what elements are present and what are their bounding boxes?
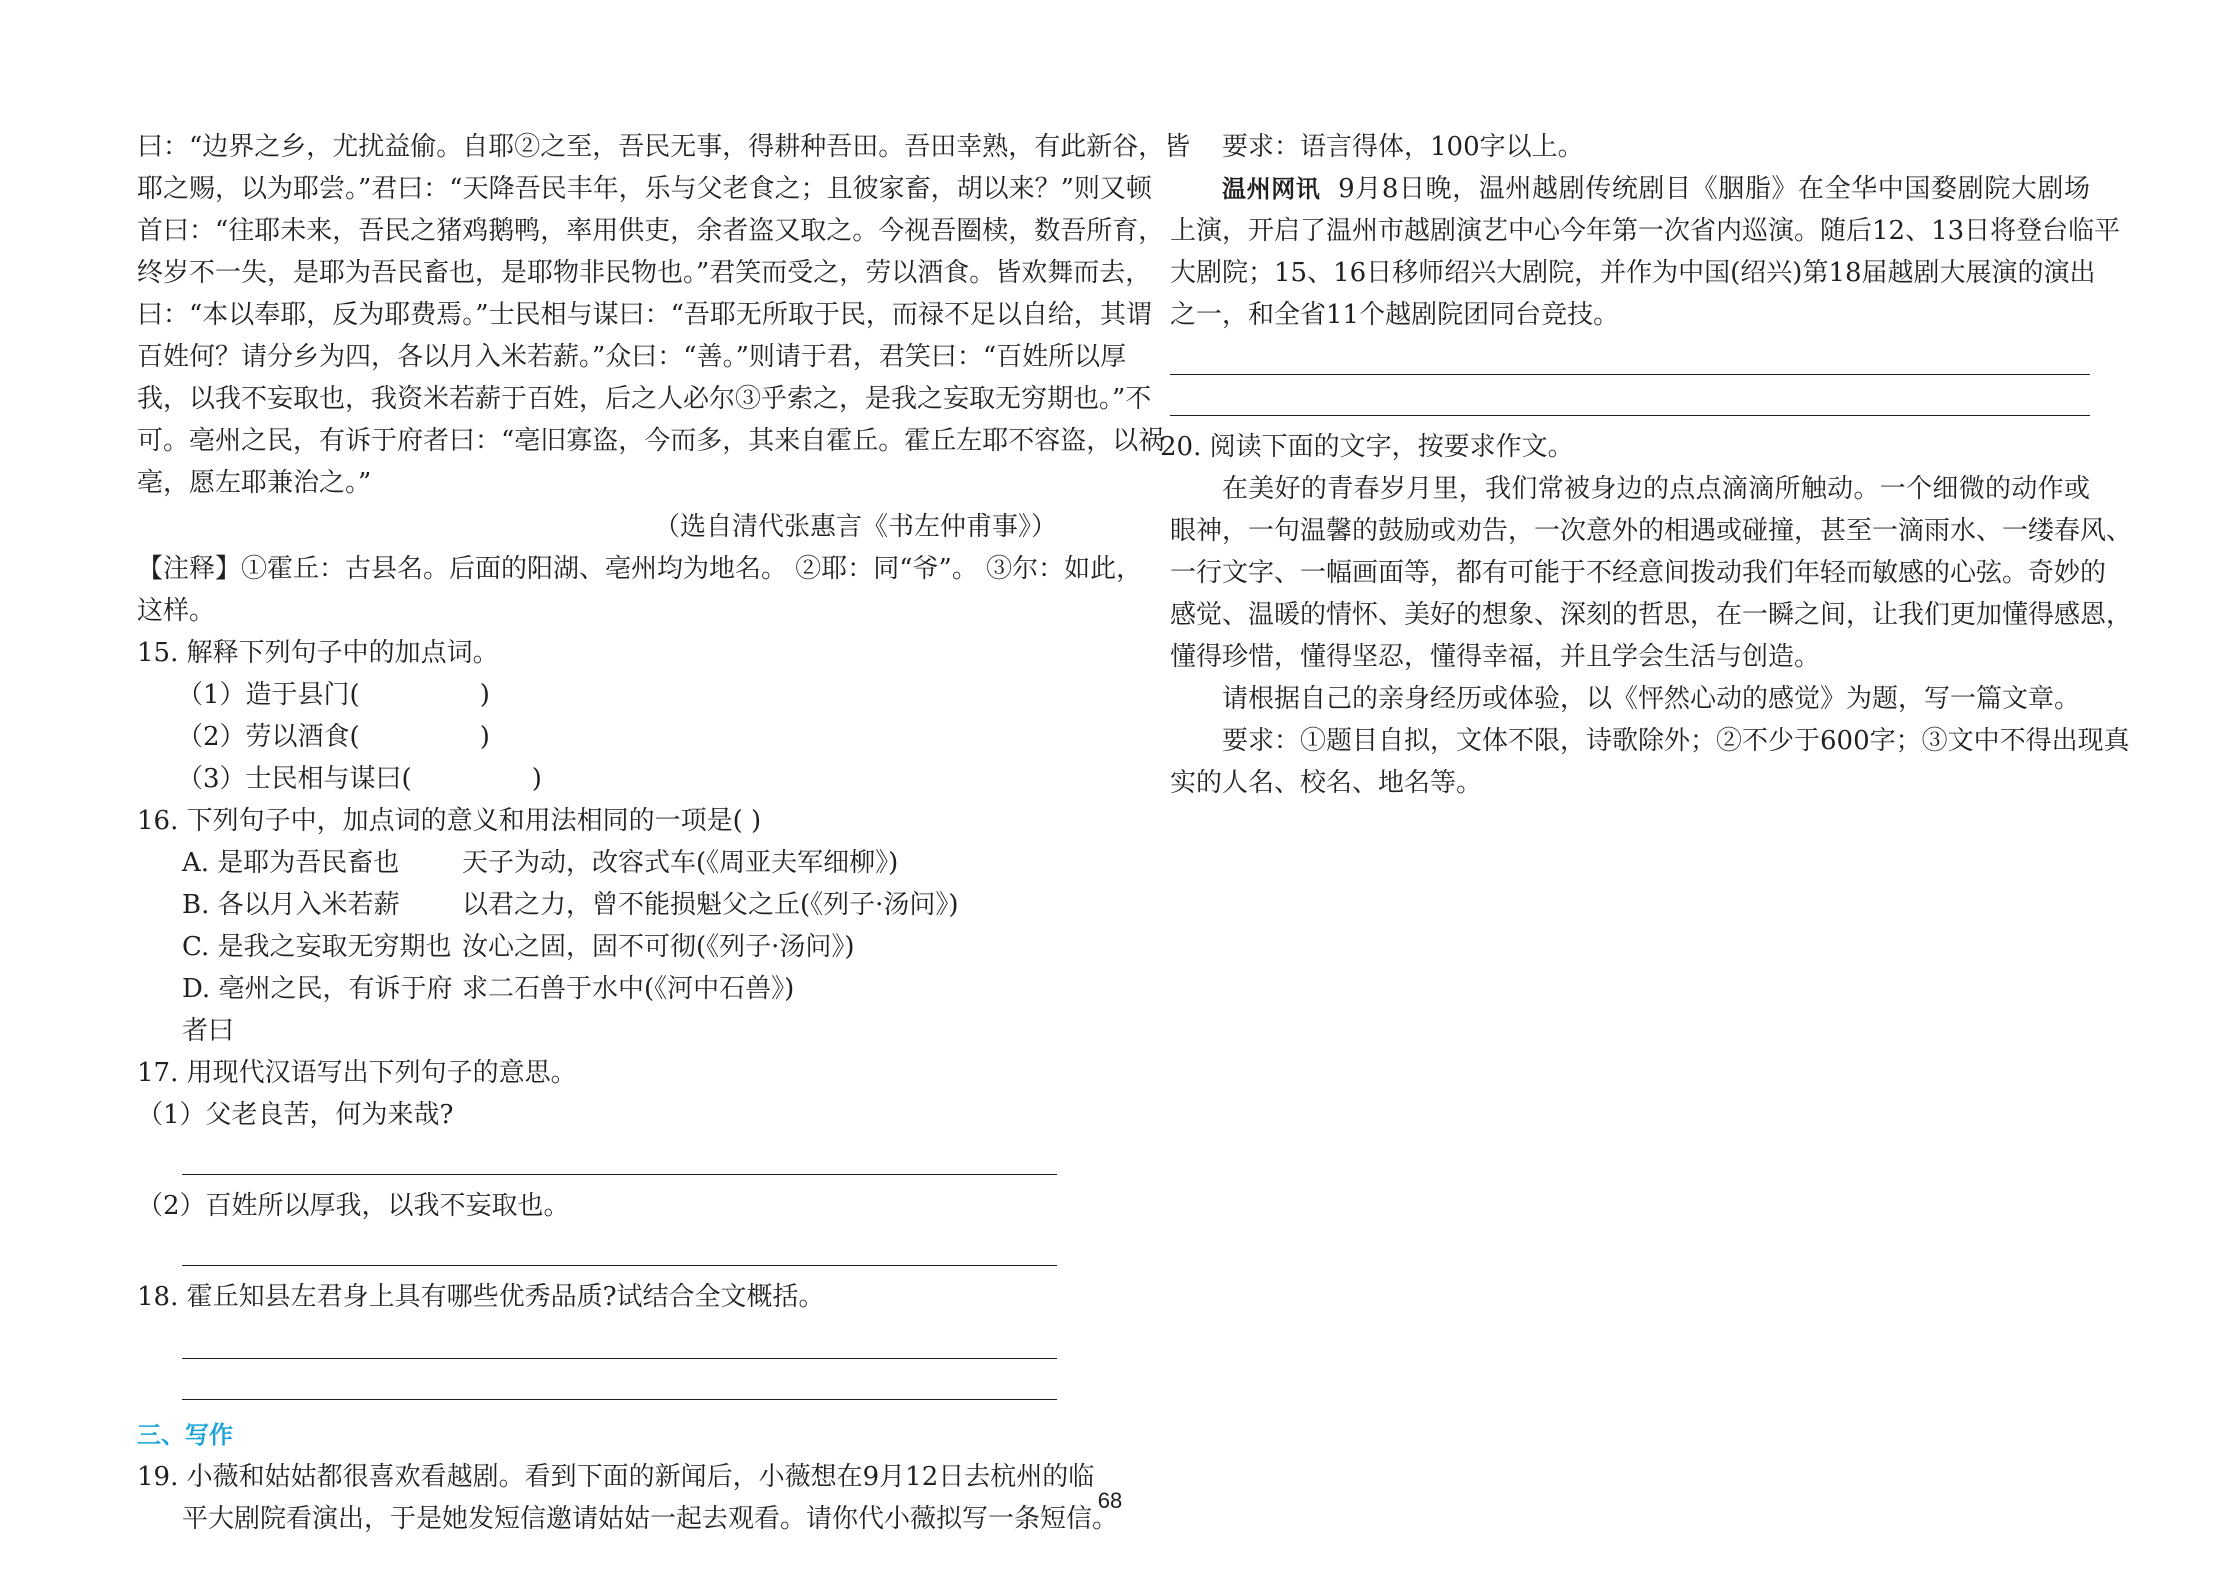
question-16	[137, 800, 1057, 1052]
q16-option-c[interactable]	[137, 926, 1057, 968]
question-17	[137, 1052, 1057, 1266]
q20-requirement: 实的人名、校名、地名等。	[1170, 768, 1483, 798]
option-text: D. 亳州之民，有诉于府者曰	[182, 974, 453, 1046]
q15-item-text: （2）劳以酒食(	[177, 722, 360, 752]
passage-line: 曰：“本以奉耶，反为耶费焉。”士民相与谋曰：“吾耶无所取于民，而禄不足以自给，其谓	[137, 300, 1152, 330]
q15-item	[137, 716, 1057, 758]
news-line: 之一，和全省11个越剧院团同台竞技。	[1170, 300, 1620, 330]
question-stem: 18. 霍丘知县左君身上具有哪些优秀品质?试结合全文概括。	[137, 1282, 825, 1312]
passage-line: 我，以我不妄取也，我资米若薪于百姓，后之人必尔③乎索之，是我之妄取无穷期也。”不	[137, 384, 1152, 414]
q19-requirement: 要求：语言得体，100字以上。	[1222, 132, 1584, 162]
answer-line[interactable]	[182, 1399, 1057, 1400]
spacer	[137, 1359, 1057, 1399]
option-text: A. 是耶为吾民畜也	[182, 848, 400, 878]
spacer	[137, 1318, 1057, 1358]
passage-line: 终岁不一失，是耶为吾民畜也，是耶物非民物也。”君笑而受之，劳以酒食。皆欢舞而去，	[137, 258, 1152, 288]
q19-line: 平大剧院看演出，于是她发短信邀请姑姑一起去观看。请你代小薇拟写一条短信。	[182, 1504, 1119, 1534]
q20-requirement: 要求：①题目自拟，文体不限，诗歌除外；②不少于600字；③文中不得出现真	[1222, 726, 2130, 756]
note-line: 【注释】①霍丘：古县名。后面的阳湖、亳州均为地名。 ②耶：同“爷”。 ③尔：如此，	[137, 554, 1143, 584]
essay-line: 感觉、温暖的情怀、美好的想象、深刻的哲思，在一瞬之间，让我们更加懂得感恩，	[1170, 600, 2133, 630]
paren-close: )	[479, 680, 490, 710]
q15-item-text: （1）造于县门(	[177, 680, 360, 710]
q15-item	[137, 674, 1057, 716]
question-stem: 16. 下列句子中，加点词的意义和用法相同的一项是( )	[137, 806, 762, 836]
option-text: C. 是我之妄取无穷期也	[182, 932, 452, 962]
news-text: 9月8日晚，温州越剧传统剧目《胭脂》在全华中国婺剧院大剧场	[1338, 174, 2091, 204]
answer-line[interactable]	[182, 1174, 1057, 1175]
passage-line: 首曰：“往耶未来，吾民之猪鸡鹅鸭，率用供吏，余者盗又取之。今视吾圈椟，数吾所育，	[137, 216, 1165, 246]
passage-source: （选自清代张惠言《书左仲甫事》）	[653, 512, 1057, 542]
news-line	[1170, 168, 2090, 210]
q16-option-b[interactable]	[137, 884, 1057, 926]
question-20	[1160, 426, 2133, 804]
q17-sentence-2: （2）百姓所以厚我，以我不妄取也。	[137, 1191, 570, 1221]
spacer	[137, 1136, 1057, 1174]
q16-option-a[interactable]	[137, 842, 1057, 884]
spacer	[137, 1227, 1057, 1265]
essay-task: 请根据自己的亲身经历或体验，以《怦然心动的感觉》为题，写一篇文章。	[1222, 684, 2081, 714]
question-15	[137, 632, 1057, 800]
answer-line[interactable]	[1170, 415, 2090, 416]
option-compare: 求二石兽于水中(《河中石兽》)	[462, 974, 795, 1004]
news-line: 上演，开启了温州市越剧演艺中心今年第一次省内巡演。随后12、13日将登台临平	[1170, 216, 2121, 246]
news-line: 大剧院；15、16日移师绍兴大剧院，并作为中国(绍兴)第18届越剧大展演的演出	[1170, 258, 2096, 288]
q15-item	[137, 758, 1057, 800]
annotation-note	[137, 548, 1143, 632]
essay-line: 一行文字、一幅画面等，都有可能于不经意间拨动我们年轻而敏感的心弦。奇妙的	[1170, 558, 2107, 588]
essay-line: 在美好的青春岁月里，我们常被身边的点点滴滴所触动。一个细微的动作或	[1222, 474, 2090, 504]
essay-line: 眼神，一句温馨的鼓励或劝告，一次意外的相遇或碰撞，甚至一滴雨水、一缕春风、	[1170, 516, 2133, 546]
passage-line: 耶之赐，以为耶尝。”君曰：“天降吾民丰年，乐与父老食之；且彼家畜，胡以来？”则又顿	[137, 174, 1152, 204]
q17-sentence-1: （1）父老良苦，何为来哉?	[137, 1100, 454, 1130]
page-number: 68	[1097, 1488, 1123, 1513]
note-line: 这样。	[137, 596, 216, 626]
question-stem: 17. 用现代汉语写出下列句子的意思。	[137, 1058, 577, 1088]
q16-option-d[interactable]	[137, 968, 1057, 1052]
option-compare: 以君之力，曾不能损魁父之丘(《列子·汤问》)	[462, 890, 959, 920]
option-text: B. 各以月入米若薪	[182, 890, 400, 920]
passage-line: 曰：“边界之乡，尤扰益偷。自耶②之至，吾民无事，得耕种吾田。吾田幸熟，有此新谷，皆	[137, 132, 1191, 162]
question-stem: 20. 阅读下面的文字，按要求作文。	[1160, 432, 1574, 462]
news-label: 温州网讯	[1222, 175, 1321, 203]
option-compare: 汝心之固，固不可彻(《列子·汤问》)	[462, 932, 855, 962]
passage-line: 亳，愿左耶兼治之。”	[137, 468, 372, 498]
option-compare: 天子为动，改容式车(《周亚夫军细柳》)	[462, 848, 899, 878]
spacer	[1170, 336, 2090, 374]
answer-line[interactable]	[182, 1265, 1057, 1266]
paren-close: )	[531, 764, 542, 794]
paren-close: )	[479, 722, 490, 752]
q19-line: 19. 小薇和姑姑都很喜欢看越剧。看到下面的新闻后，小薇想在9月12日去杭州的临	[137, 1462, 1095, 1492]
section-title-writing: 三、写作	[137, 1421, 233, 1449]
question-stem: 15. 解释下列句子中的加点词。	[137, 638, 499, 668]
news-item	[1170, 168, 2121, 336]
right-column	[1160, 126, 2133, 804]
essay-line: 懂得珍惜，懂得坚忍，懂得幸福，并且学会生活与创造。	[1170, 642, 1821, 672]
passage-line: 可。亳州之民，有诉于府者曰：“亳旧寡盗，今而多，其来自霍丘。霍丘左耶不容盗，以祸	[137, 426, 1165, 456]
q15-item-text: （3）士民相与谋曰(	[177, 764, 412, 794]
question-18	[137, 1276, 1057, 1400]
classical-passage	[137, 126, 1191, 504]
spacer	[1170, 375, 2090, 415]
passage-line: 百姓何？请分乡为四，各以月入米若薪。”众曰：“善。”则请于君，君笑曰：“百姓所以厚	[137, 342, 1127, 372]
